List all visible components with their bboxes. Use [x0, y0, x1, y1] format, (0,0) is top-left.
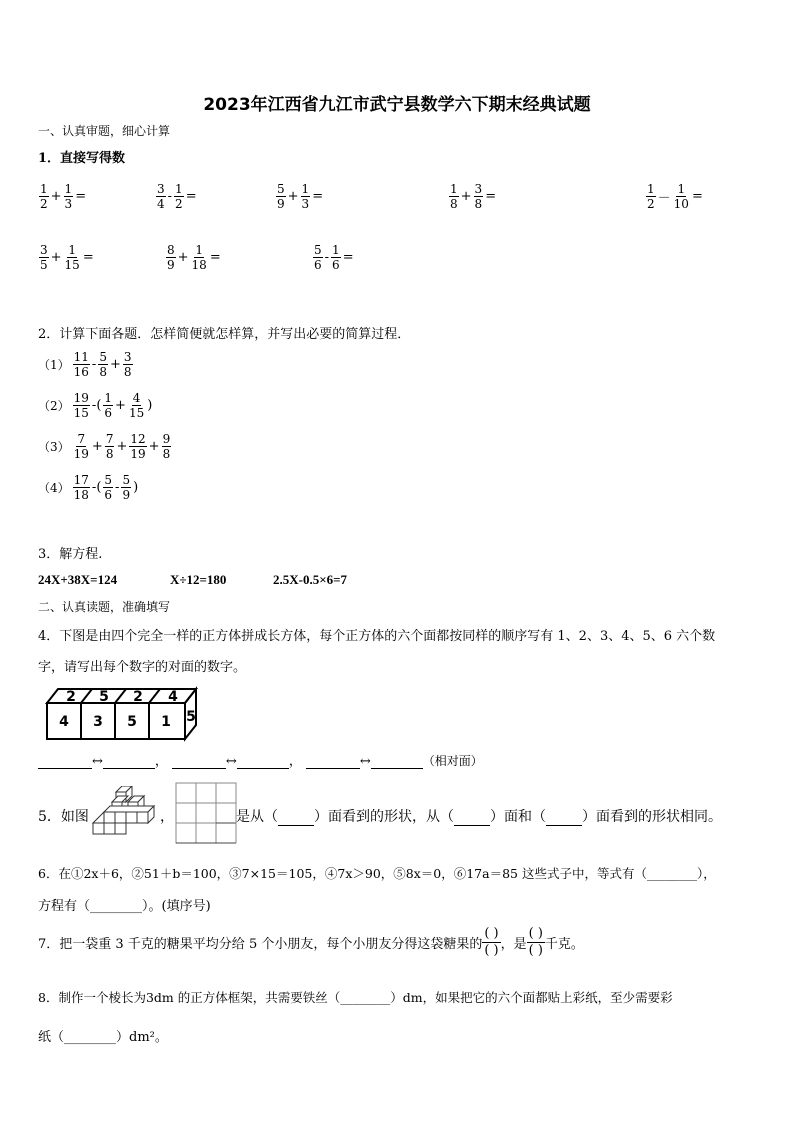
question-6-line-2: 方程有（________）。(填序号)	[38, 899, 211, 914]
top-face-4: 4	[168, 689, 178, 705]
fraction: $\frac{19}{15}$	[73, 391, 89, 420]
q1-expression	[38, 182, 87, 211]
q1-expression	[312, 243, 355, 272]
q2-expression	[38, 391, 153, 420]
question-8-line-1: 8．制作一个棱长为3dm 的正方体框架，共需要铁丝（________）dm，如果把它的六个面都贴上彩纸，至少需要彩	[38, 990, 673, 1005]
fraction: $\frac{8}{9}$	[167, 243, 175, 272]
answer-blank[interactable]	[278, 825, 314, 826]
operator: +	[50, 189, 62, 204]
operator: )	[133, 480, 139, 495]
operator: +	[177, 250, 189, 265]
fraction: $\frac{5}{6}$	[314, 243, 322, 272]
answer-blank[interactable]	[546, 825, 582, 826]
top-face-2: 5	[99, 689, 109, 705]
fraction: $\frac{1}{2}$	[647, 182, 655, 211]
answer-blank[interactable]	[38, 768, 92, 769]
fraction: $\frac{12}{19}$	[130, 432, 146, 461]
top-face-1: 2	[66, 689, 76, 705]
operator: +	[116, 439, 128, 454]
operator: -(	[91, 398, 102, 413]
equals: =	[485, 189, 497, 204]
answer-blank[interactable]	[454, 825, 490, 826]
operator: +	[148, 439, 160, 454]
fraction: $\frac{3}{8}$	[123, 350, 132, 379]
operator: +	[109, 357, 121, 372]
answer-blank[interactable]	[306, 768, 360, 769]
equals: =	[691, 189, 703, 204]
operator: -	[167, 189, 173, 204]
q7-text-3: 千克。	[544, 937, 584, 952]
q5-text-1: 是从（	[236, 809, 278, 825]
fraction: $\frac{5}{9}$	[277, 182, 285, 211]
fraction: $\frac{1}{8}$	[450, 182, 458, 211]
answer-blank[interactable]	[172, 768, 226, 769]
fraction: $\frac{5}{9}$	[122, 473, 131, 502]
top-face-3: 2	[133, 689, 143, 705]
question-5-prefix: 5．如图	[38, 809, 89, 825]
operator: -(	[91, 480, 102, 495]
grid-view-figure	[174, 781, 238, 845]
q1-expression	[448, 182, 497, 211]
operator: )	[147, 398, 153, 413]
question-5-text	[236, 806, 722, 826]
question-6-line-1: 6．在①2x＋6，②51＋b＝100，③7×15＝105，④7x＞90，⑤8x＝0，⑥17a＝85 这些式子中，等式有（________），	[38, 866, 716, 881]
front-face-1: 4	[59, 714, 69, 730]
fraction: $\frac{5}{6}$	[104, 473, 113, 502]
opposite-arrow: ↔	[225, 754, 237, 769]
fraction: $\frac{5}{8}$	[99, 350, 107, 379]
fraction: $\frac{9}{8}$	[162, 432, 171, 461]
q5-text-2: ）面看到的形状，从（	[314, 809, 454, 825]
q1-expression	[275, 182, 324, 211]
answer-blank[interactable]	[237, 768, 289, 769]
fraction: $\frac{1}{3}$	[64, 182, 73, 211]
comma: ，	[288, 754, 302, 769]
comma: ，	[154, 754, 168, 769]
section-heading-1: 一、认真审题，细心计算	[38, 124, 171, 138]
section-heading-2: 二、认真读题，准确填写	[38, 600, 171, 614]
q1-expression	[645, 182, 704, 211]
fraction: $\frac{7}{8}$	[105, 432, 114, 461]
answer-blank[interactable]	[371, 768, 423, 769]
q2-expression	[38, 350, 134, 379]
opposite-arrow: ↔	[92, 754, 103, 769]
question-4-line-2: 字，请写出每个数字的对面的数字。	[38, 660, 247, 675]
q7-fraction-blank[interactable]: ( ) ( )	[484, 926, 499, 958]
fraction: $\frac{1}{3}$	[301, 182, 310, 211]
operator: +	[50, 250, 62, 265]
question-8-line-2: 纸（________）dm²。	[38, 1030, 168, 1045]
q7-text-1: 7．把一袋重 3 千克的糖果平均分给 5 个小朋友，每个小朋友分得这袋糖果的	[38, 937, 483, 952]
front-face-3: 5	[127, 714, 137, 730]
item-number: （3）	[38, 440, 70, 454]
equals: =	[342, 250, 354, 265]
fraction: $\frac{1}{15}$	[64, 243, 80, 272]
q7-fraction-blank[interactable]: ( ) ( )	[528, 926, 543, 958]
fraction: $\frac{1}{18}$	[191, 243, 207, 272]
answer-blank[interactable]	[103, 768, 155, 769]
q2-expression	[38, 473, 139, 502]
fraction: $\frac{1}{10}$	[673, 182, 689, 211]
question-4-line-1: 4．下图是由四个完全一样的正方体拼成长方体，每个正方体的六个面都按同样的顺序写有 1、2、3、4、5、6 六个数	[38, 629, 716, 644]
equals: =	[185, 189, 197, 204]
q5-text-4: ）面看到的形状相同。	[582, 809, 722, 825]
question-1-label: 1．直接写得数	[38, 151, 126, 166]
equals: =	[209, 250, 221, 265]
equals: =	[312, 189, 324, 204]
equation-2: X÷12=180	[170, 572, 227, 587]
page-title: 2023年江西省九江市武宁县数学六下期末经典试题	[203, 95, 591, 115]
operator: +	[460, 189, 472, 204]
opposite-arrow: ↔	[359, 754, 371, 769]
equation-3: 2.5X-0.5×6=7	[273, 572, 348, 587]
question-2-label: 2．计算下面各题．怎样简便就怎样算，并写出必要的简算过程．	[38, 327, 411, 342]
q2-expression	[38, 432, 172, 461]
q5-text-3: ）面和（	[490, 809, 546, 825]
q1-expression	[155, 182, 198, 211]
operator: +	[287, 189, 299, 204]
question-4-answer-line	[38, 750, 483, 769]
q1-expression	[38, 243, 95, 272]
fraction: $\frac{11}{16}$	[73, 350, 89, 379]
operator: +	[115, 398, 126, 413]
fraction: $\frac{4}{15}$	[128, 391, 145, 420]
item-number: （2）	[38, 399, 70, 413]
fraction: $\frac{1}{6}$	[104, 391, 113, 420]
fraction: $\frac{3}{5}$	[40, 243, 48, 272]
item-number: （1）	[38, 358, 70, 372]
operator: －	[657, 191, 671, 206]
side-face: 5	[186, 709, 196, 725]
equals: =	[82, 250, 94, 265]
fraction: $\frac{7}{19}$	[73, 432, 89, 461]
operator: +	[91, 439, 103, 454]
front-face-2: 3	[93, 714, 103, 730]
fraction: $\frac{17}{18}$	[73, 473, 89, 502]
fraction: $\frac{3}{8}$	[474, 182, 483, 211]
operator: -	[115, 480, 120, 495]
fraction: $\frac{1}{2}$	[175, 182, 183, 211]
question-7	[38, 926, 584, 959]
item-number: （4）	[38, 481, 70, 495]
operator: -	[91, 357, 97, 372]
fraction: $\frac{1}{6}$	[332, 243, 340, 272]
front-face-4: 1	[161, 714, 171, 730]
operator: -	[324, 250, 330, 265]
comma: ，	[160, 809, 174, 825]
fraction: $\frac{3}{4}$	[157, 182, 165, 211]
opposite-faces-note: （相对面）	[422, 754, 483, 768]
equals: =	[75, 189, 87, 204]
equation-1: 24X+38X=124	[38, 572, 118, 587]
question-3-label: 3．解方程.	[38, 547, 103, 562]
fraction: $\frac{1}{2}$	[40, 182, 48, 211]
stacked-cubes-figure	[90, 786, 162, 842]
q1-expression	[165, 243, 222, 272]
q7-text-2: ，是	[500, 937, 527, 952]
cube-row-figure	[40, 685, 200, 743]
